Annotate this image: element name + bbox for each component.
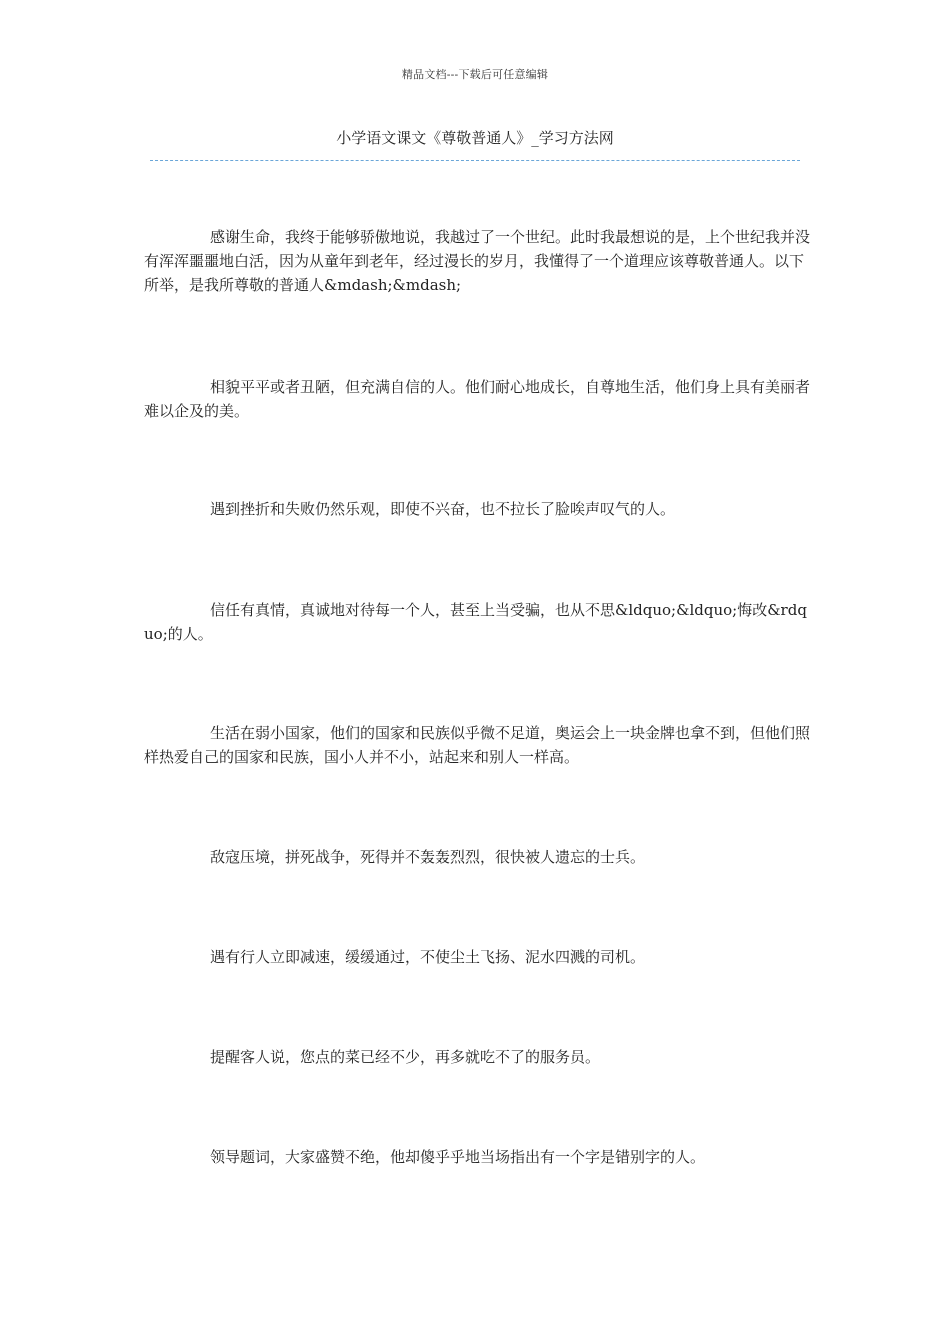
paragraph-9: 领导题词，大家盛赞不绝，他却傻乎乎地当场指出有一个字是错别字的人。 xyxy=(210,1148,706,1166)
paragraph-1: 感谢生命，我终于能够骄傲地说，我越过了一个世纪。此时我最想说的是，上个世纪我并没有浑浑噩噩地白活，因为从童年到老年，经过漫长的岁月，我懂得了一个道理应该尊敬普通人。以下所举，是我所尊敬的普通人&mdash;&mdash; xyxy=(144,228,811,294)
page-header-note: 精品文档---下载后可任意编辑 xyxy=(401,68,549,81)
paragraph-3: 遇到挫折和失败仍然乐观，即使不兴奋，也不拉长了脸唉声叹气的人。 xyxy=(210,500,676,518)
paragraph-4: 信任有真情，真诚地对待每一个人，甚至上当受骗，也从不思&ldquo;&ldquo;悔改&rdquo;的人。 xyxy=(144,601,807,643)
paragraph-8: 提醒客人说，您点的菜已经不少，再多就吃不了的服务员。 xyxy=(210,1048,601,1066)
paragraph-2: 相貌平平或者丑陋，但充满自信的人。他们耐心地成长，自尊地生活，他们身上具有美丽者难以企及的美。 xyxy=(144,378,811,420)
paragraph-7: 遇有行人立即减速，缓缓通过，不使尘土飞扬、泥水四溅的司机。 xyxy=(210,948,646,966)
paragraph-5: 生活在弱小国家，他们的国家和民族似乎微不足道，奥运会上一块金牌也拿不到，但他们照样热爱自己的国家和民族，国小人并不小，站起来和别人一样高。 xyxy=(144,724,811,766)
paragraph-6: 敌寇压境，拼死战争，死得并不轰轰烈烈，很快被人遗忘的士兵。 xyxy=(210,848,646,866)
title-divider xyxy=(150,160,800,161)
document-title: 小学语文课文《尊敬普通人》_学习方法网 xyxy=(336,129,614,147)
